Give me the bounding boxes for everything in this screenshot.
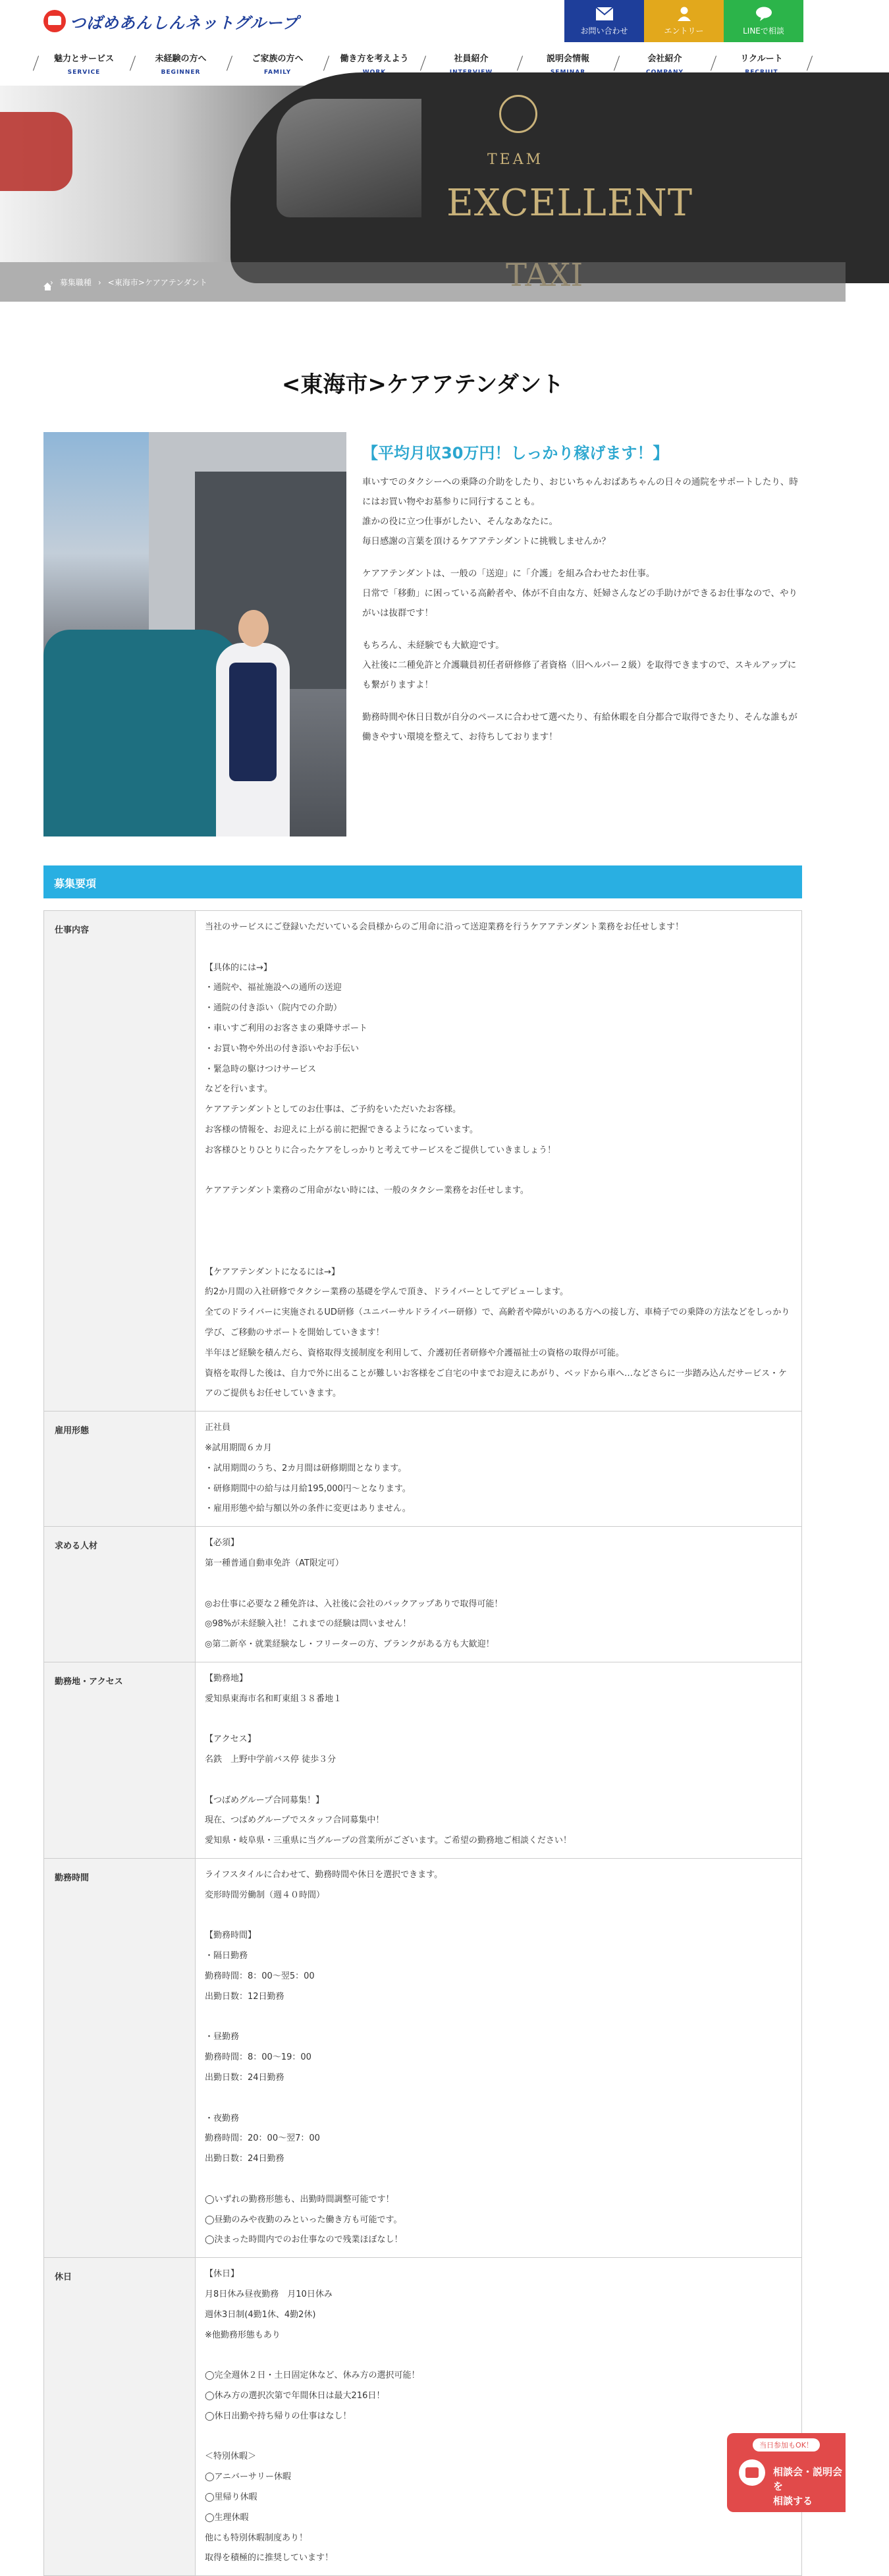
row-value: 【休日】 月8日休み昼夜勤務 月10日休み 週休3日制(4勤1休、4勤2休) ※他勤務形態もあり ◯完全週休２日・土日固定休など、休み方の選択可能！ ◯休み方の選択次第で年間休日は最大216日！ ◯休日出勤や持ち帰りの仕事はなし！ ＜特別休暇＞ ◯アニバーサリー休暇 ◯里帰り休暇 ◯生理休暇 他にも特別休暇制度あり！ 取得を積極的に推奨しています！: [205, 2269, 420, 2563]
table-row: [43, 1859, 802, 2258]
row-label: 休日: [44, 2258, 196, 2575]
person-icon: [675, 7, 693, 21]
table-row: [43, 911, 802, 1411]
nav-label: ご家族の方へ: [252, 54, 304, 64]
photo-taxi: [43, 630, 241, 836]
row-label: 雇用形態: [44, 1411, 196, 1526]
intro-paragraph: もちろん、未経験でも大歓迎です。 入社後に二種免許と介護職員初任者研修修了者資格（旧ヘルパー２級）を取得できますので、スキルアップにも繋がりますよ！: [362, 640, 797, 690]
photo-person-vest: [229, 663, 277, 781]
table-row: [43, 1411, 802, 1527]
intro-paragraph: ケアアテンダントは、一般の「送迎」に「介護」を組み合わせたお仕事。 日常で「移動」に困っている高齢者や、体が不自由な方、妊婦さんなどの手助けができるお仕事なので、やりがいは抜群です！: [362, 568, 797, 618]
photo-person-head: [238, 610, 269, 647]
chevron-right-icon: ›: [50, 277, 53, 287]
row-value: 当社のサービスにご登録いただいている会員様からのご用命に沿って送迎業務を行うケアアテンダント業務をお任せします！ 【具体的には→】 ・通院や、福祉施設への通所の送迎 ・通院の付き添い（院内での介助） ・車いすご利用のお客さまの乗降サポート ・お買い物や外出の付き添いやお手伝い ・緊急時の駆けつけサービス などを行います。 ケアアテンダントとしてのお仕事は、ご予約をいただいたお客様。 お客様の情報を、お迎えに上がる前に把握できるようになっています。 お客様ひとりひとりに合ったケアをしっかりと考えてサービスをご提供していきましょう！ ケアアテンダント業務のご用命がない時には、一般のタクシー業務をお任せします。 【ケアアテンダントになるには→】 約2か月間の入社研修でタクシー業務の基礎を学んで頂き、ドライバーとしてデビューします。 全てのドライバーに実施されるUD研修（ユニバーサルドライバー研修）で、高齢者や障がいのある方への接し方、車椅子での乗降の方法などをしっかり学び、ご移動のサポートを開始していきます！ 半年ほど経験を積んだら、資格取得支援制度を利用して、介護初任者研修や介護福祉士の資格の取得が可能。 資格を取得した後は、自力で外に出ることが難しいお客様をご自宅の中までお迎えにあがり、ベッドから車へ…などさらに一歩踏み込んだサービス・ケアのご提供もお任せしていきます。: [205, 922, 790, 1399]
nav-item-service[interactable]: [36, 43, 132, 80]
nav-item-beginner[interactable]: [132, 43, 229, 80]
nav-label: 未経験の方へ: [155, 54, 207, 64]
nav-item-family[interactable]: [229, 43, 326, 80]
row-label: 勤務地・アクセス: [44, 1662, 196, 1858]
requirements-table: [43, 910, 802, 2576]
entry-button[interactable]: [644, 0, 724, 42]
table-row: [43, 1662, 802, 1859]
hero-emblem-icon: [499, 95, 537, 133]
row-value: 正社員 ※試用期間６カ月 ・試用期間のうち、2カ月間は研修期間となります。 ・研修期間中の給与は月給195,000円〜となります。 ・雇用形態や給与額以外の条件に変更はありません。: [205, 1423, 411, 1514]
intro-paragraph: 勤務時間や休日日数が自分のペースに合わせて選べたり、有給休暇を自分都合で取得できたり、そんな誰もが働きやすい環境を整えて、お待ちしております！: [362, 712, 797, 742]
contact-label: お問い合わせ: [580, 26, 628, 36]
site-logo[interactable]: [43, 8, 299, 34]
hero-red-car: [0, 112, 72, 191]
contact-button[interactable]: [564, 0, 644, 42]
taxi-logo-icon: [43, 10, 66, 32]
nav-sublabel: SERVICE: [67, 69, 101, 76]
row-value: ライフスタイルに合わせて、勤務時間や休日を選択できます。 変形時間労働制（週４０時間） 【勤務時間】 ・隔日勤務 勤務時間：8：00〜翌5：00 出勤日数：12日勤務 ・昼勤務 勤務時間：8：00〜19：00 出勤日数：24日勤務 ・夜勤務 勤務時間：20：00〜翌7：00 出勤日数：24日勤務 ◯いずれの勤務形態も、出勤時間調整可能です！ ◯昼勤のみや夜勤のみといった働き方も可能です。 ◯決まった時間内でのお仕事なので残業ほぼなし！: [205, 1870, 443, 2245]
nav-label: 働き方を考えよう: [340, 54, 409, 64]
nav-label: リクルート: [740, 54, 783, 64]
nav-label: 説明会情報: [546, 54, 589, 64]
attendant-photo: [43, 432, 346, 836]
page-title: <東海市>ケアアテンダント: [281, 371, 564, 398]
requirements-heading: 募集要項: [43, 865, 802, 898]
row-label: 仕事内容: [44, 911, 196, 1411]
table-row: [43, 1527, 802, 1662]
line-consult-button[interactable]: [724, 0, 803, 42]
row-label: 求める人材: [44, 1527, 196, 1662]
nav-sublabel: BEGINNER: [161, 69, 201, 76]
nav-sublabel: FAMILY: [263, 69, 292, 76]
calendar-icon: [739, 2459, 765, 2486]
row-label: 勤務時間: [44, 1859, 196, 2257]
breadcrumb-current: <東海市>ケアアテンダント: [107, 278, 207, 287]
line-label: LINEで相談: [743, 26, 784, 36]
chevron-right-icon: ›: [97, 277, 101, 287]
chat-bubble-icon: [755, 7, 773, 21]
hero-brand-top: TEAM: [487, 151, 544, 168]
hero-taxi-window: [277, 99, 421, 217]
nav-label: 社員紹介: [454, 54, 489, 64]
intro-headline: 【平均月収30万円！しっかり稼げます！】: [362, 444, 669, 462]
row-value: 【必須】 第一種普通自動車免許（AT限定可） ◎お仕事に必要な２種免許は、入社後に会社のバックアップありで取得可能！ ◎98%が未経験入社！これまでの経験は問いません！ ◎第二新卒・就業経験なし・フリーターの方、ブランクがある方も大歓迎！: [205, 1538, 503, 1650]
breadcrumb: [43, 277, 207, 288]
seminar-consult-float-button[interactable]: [727, 2433, 846, 2512]
nav-label: 魅力とサービス: [53, 54, 114, 64]
breadcrumb-item[interactable]: 募集職種: [59, 278, 92, 287]
intro-text: [362, 440, 803, 747]
hero-image: [0, 86, 846, 262]
intro-paragraph: 車いすでのタクシーへの乗降の介助をしたり、おじいちゃんおばあちゃんの日々の通院をサポートしたり、時にはお買い物やお墓参りに同行することも。 誰かの役に立つ仕事がしたい、そんなあなたに。 毎日感謝の言葉を頂けるケアアテンダントに挑戦しませんか？: [362, 477, 798, 547]
nav-label: 会社紹介: [647, 54, 682, 64]
hero-brand-main: EXCELLENT: [446, 182, 693, 225]
table-row: [43, 2258, 802, 2576]
entry-label: エントリー: [664, 26, 704, 36]
logo-text: つばめあんしんネットグループ: [70, 13, 299, 32]
mail-icon: [595, 7, 614, 21]
site-header: [0, 0, 846, 43]
same-day-badge: 当日参加もOK！: [753, 2438, 820, 2452]
float-cta-label: 相談会・説明会を 相談する: [773, 2466, 843, 2507]
row-value: 【勤務地】 愛知県東海市名和町東組３８番地１ 【アクセス】 名鉄 上野中学前バス停 徒歩３分 【つばめグループ合同募集！】 現在、つばめグループでスタッフ合同募集中！ 愛知県・岐阜県・三重県に当グループの営業所がございます。ご希望の勤務地ご相談ください！: [205, 1673, 572, 1846]
